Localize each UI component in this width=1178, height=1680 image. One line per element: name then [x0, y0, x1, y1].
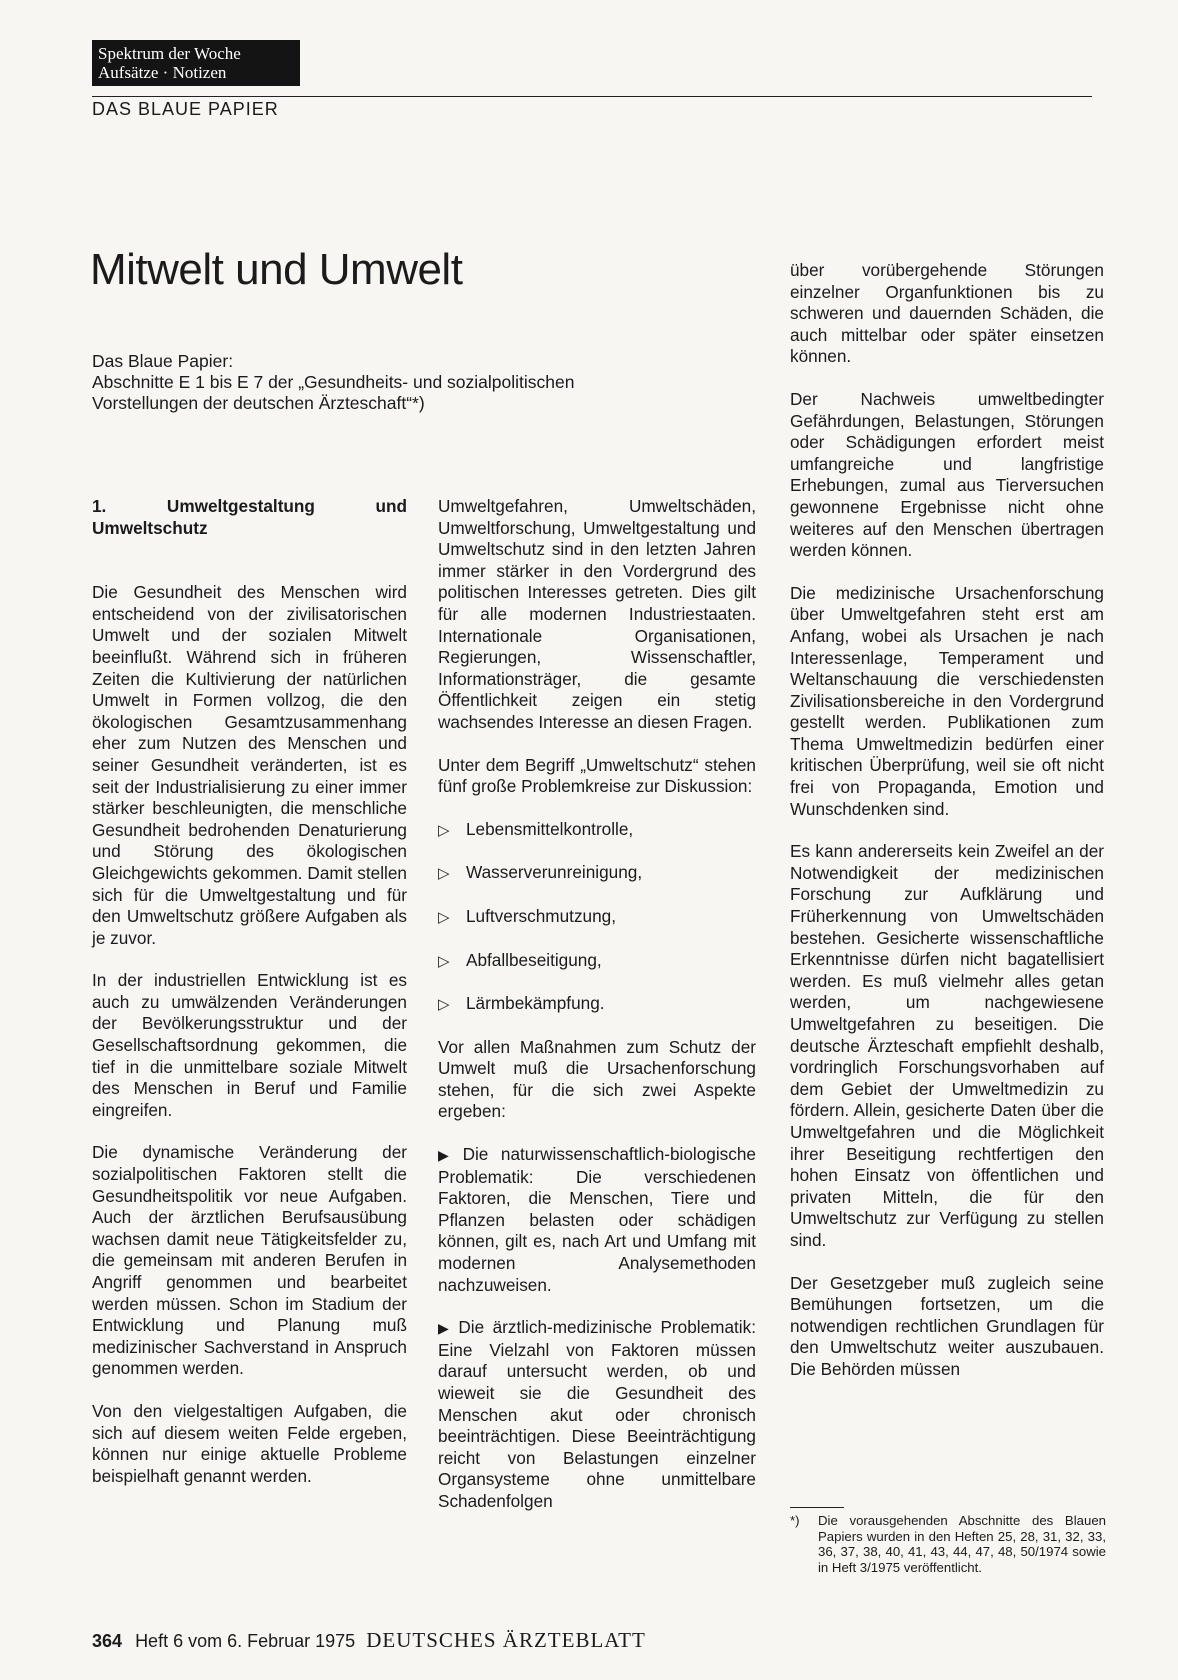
- footnote-marker: *): [790, 1513, 800, 1528]
- triangle-outline-icon: ▷: [438, 865, 450, 883]
- page-footer: [92, 1628, 646, 1653]
- paragraph: Die medizinische Ursachenforschung über Umweltgefahren steht erst am Anfang, wobei als Ursachen je nach Interessenlage, Temperament und Weltanschauung die verschiedensten Zivilisationsbereiche in den Vordergrund gestellt werden. Publikationen zum Thema Umweltmedizin bedürfen einer kritischen Überprüfung, weil sie oft nicht frei von Propaganda, Emotion und Wunschdenken sind.: [790, 582, 1104, 819]
- paragraph: Umweltgefahren, Umweltschäden, Umweltforschung, Umweltgestaltung und Umweltschutz sind in den letzten Jahren immer stärker in den Vordergrund des politischen Interesses getreten. Dies gilt für alle modernen Industriestaaten. Internationale Organisationen, Regierungen, Wissenschaftler, Informationsträger, die gesamte Öffentlichkeit zeigen ein stetig wachsendes Interesse an diesen Fragen.: [438, 496, 756, 732]
- paragraph: Die Gesundheit des Menschen wird entscheidend von der zivilisatorischen Umwelt und der sozialen Mitwelt beeinflußt. Während sich in früheren Zeiten die Kultivierung der natürlichen Umwelt in Formen vollzog, die den ökologischen Gesamtzusammenhang eher zum Nutzen des Menschen und seiner Gesundheit veränderten, ist es seit der Industrialisierung zu einer immer stärker beschleunigten, die menschliche Gesundheit bedrohenden Denaturierung und Störung des ökologischen Gleichgewichts gekommen. Damit stellen sich für die Umweltgestaltung und für den Umweltschutz größere Aufgaben als je zuvor.: [92, 582, 407, 948]
- paragraph: Es kann andererseits kein Zweifel an der Notwendigkeit der medizinischen Forschung zur Aufklärung und Früherkennung von Umweltschäden bestehen. Gesicherte wissenschaftliche Erkenntnisse dürfen nicht bagatellisiert werden. Es muß vielmehr alles getan werden, um nachgewiesene Umweltgefahren zu beseitigen. Die deutsche Ärzteschaft empfiehlt deshalb, vordringlich Forschungsvorhaben auf dem Gebiet der Umweltmedizin zu fördern. Allein, gesicherte Daten über die Umweltgefahren und die Möglichkeit ihrer Beseitigung rechtfertigen den hohen Einsatz von öffentlichen und privaten Mitteln, die für den Umweltschutz zur Verfügung zu stellen sind.: [790, 841, 1104, 1250]
- triangle-outline-icon: ▷: [438, 908, 450, 926]
- paragraph: Unter dem Begriff „Umweltschutz“ stehen fünf große Problemkreise zur Diskussion:: [438, 754, 756, 797]
- section-heading: 1. Umweltgestaltung und Umweltschutz: [92, 496, 407, 538]
- subtitle-line-1: Das Blaue Papier:: [92, 351, 234, 371]
- bullet-paragraph: ▶ Die naturwissenschaftlich-biologische Problematik: Die verschiedenen Faktoren, die Menschen, Tiere und Pflanzen belasten oder schädigen können, gilt es, nach Art und Umfang mit modernen Analysemethoden nachzuweisen.: [438, 1144, 756, 1295]
- triangle-filled-icon: ▶: [438, 1320, 453, 1337]
- list-item: ▷ Abfallbeseitigung,: [438, 950, 756, 973]
- footnote: [790, 1513, 1106, 1575]
- rubric-line-1: Spektrum der Woche: [98, 44, 241, 63]
- triangle-filled-icon: ▶: [438, 1147, 457, 1164]
- subtitle-line-3: Vorstellungen der deutschen Ärzteschaft“*): [92, 393, 425, 413]
- paragraph: Vor allen Maßnahmen zum Schutz der Umwelt muß die Ursachenforschung stehen, für die sich zwei Aspekte ergeben:: [438, 1036, 756, 1122]
- subtitle-line-2: Abschnitte E 1 bis E 7 der „Gesundheits- und sozialpolitischen: [92, 372, 575, 392]
- paragraph: Von den vielgestaltigen Aufgaben, die sich auf diesem weiten Felde ergeben, können nur einige aktuelle Probleme beispielhaft genannt werden.: [92, 1400, 407, 1486]
- rubric-line-2: Aufsätze · Notizen: [98, 63, 227, 82]
- paragraph: In der industriellen Entwicklung ist es auch zu umwälzenden Veränderungen der Bevölkerungsstruktur und der Gesellschaftsordnung gekommen, die tief in die unmittelbare soziale Mitwelt des Menschen in Beruf und Familie eingreifen.: [92, 970, 407, 1120]
- triangle-outline-icon: ▷: [438, 996, 450, 1014]
- footnote-rule: [790, 1507, 844, 1508]
- bullet-paragraph: ▶ Die ärztlich-medizinische Problematik: Eine Vielzahl von Faktoren müssen darauf untersucht werden, ob und wieweit sie die Gesundheit des Menschen akut oder chronisch beeinträchtigen. Diese Beeinträchtigung reicht von Belastungen einzelner Organsysteme ohne unmittelbare Schadenfolgen: [438, 1317, 756, 1511]
- text-column-1: [92, 496, 407, 1508]
- paragraph: Der Nachweis umweltbedingter Gefährdungen, Belastungen, Störungen oder Schädigungen erfordert meist umfangreiche und langfristige Erhebungen, zumal aus Tierversuchen gewonnene Ergebnisse nicht ohne weiteres auf den Menschen übertragen werden können.: [790, 388, 1104, 561]
- footnote-text: Die vorausgehenden Abschnitte des Blauen Papiers wurden in den Heften 25, 28, 31, 32, 33, 36, 37, 38, 40, 41, 43, 44, 47, 48, 50/1974 sowie in Heft 3/1975 veröffentlicht.: [818, 1513, 1106, 1575]
- list-item: ▷ Lebensmittelkontrolle,: [438, 819, 756, 842]
- list-item: ▷ Lärmbekämpfung.: [438, 993, 756, 1016]
- header-rule: [92, 96, 1092, 97]
- list-item: ▷ Wasserverunreinigung,: [438, 862, 756, 885]
- issue-info: Heft 6 vom 6. Februar 1975: [135, 1631, 356, 1651]
- list-item: ▷ Luftverschmutzung,: [438, 906, 756, 929]
- paragraph: über vorübergehende Störungen einzelner Organfunktionen bis zu schweren und dauernden Schäden, die auch mittelbar oder später einsetzen können.: [790, 260, 1104, 367]
- rubric-box: [92, 40, 300, 86]
- article-subtitle: [92, 351, 712, 414]
- triangle-outline-icon: ▷: [438, 952, 450, 970]
- section-label: DAS BLAUE PAPIER: [92, 99, 279, 119]
- text-column-2: [438, 496, 756, 1534]
- text-column-3: [790, 260, 1104, 1402]
- paragraph: Der Gesetzgeber muß zugleich seine Bemühungen fortsetzen, um die notwendigen rechtlichen Grundlagen für den Umweltschutz weiter auszubauen. Die Behörden müssen: [790, 1272, 1104, 1379]
- triangle-outline-icon: ▷: [438, 821, 450, 839]
- article-title: Mitwelt und Umwelt: [90, 245, 463, 294]
- journal-name: DEUTSCHES ÄRZTEBLATT: [366, 1628, 646, 1652]
- paragraph: Die dynamische Veränderung der sozialpolitischen Faktoren stellt die Gesundheitspolitik vor neue Aufgaben. Auch der ärztlichen Berufsausübung wachsen damit neue Tätigkeitsfelder zu, die gemeinsam mit anderen Berufen in Angriff genommen und bearbeitet werden müssen. Schon im Stadium der Entwicklung und Planung muß medizinischer Sachverstand in Anspruch genommen werden.: [92, 1142, 407, 1379]
- page-number: 364: [92, 1631, 123, 1651]
